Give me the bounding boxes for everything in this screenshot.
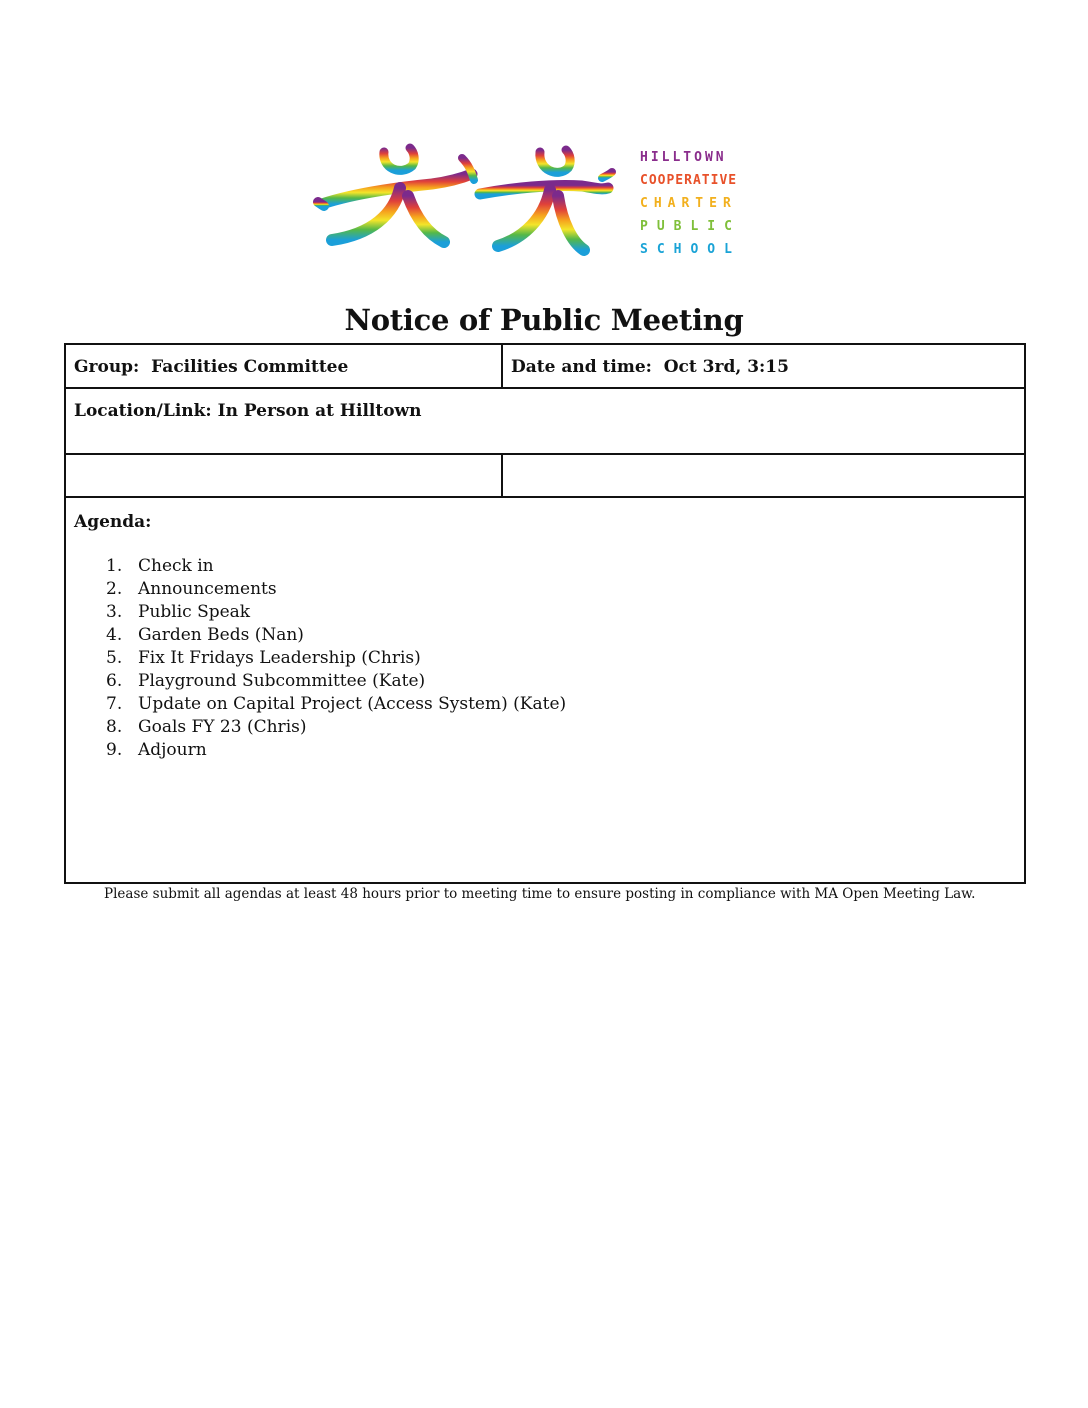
item-number: 7. [106, 694, 123, 714]
item-number: 8. [106, 717, 123, 737]
item-text: Public Speak [138, 602, 251, 622]
logo-line-2: COOPERATIVE [640, 173, 738, 188]
school-logo [312, 138, 782, 268]
page-title: Notice of Public Meeting [344, 303, 744, 337]
table-row-agenda [66, 498, 1024, 882]
item-number: 3. [106, 602, 123, 622]
submission-footnote: Please submit all agendas at least 48 hours prior to meeting time to ensure posting in compliance with MA Open Meeting Law. [104, 886, 976, 902]
table-row-location [66, 389, 1024, 455]
item-number: 4. [106, 625, 123, 645]
table-row-group-datetime [66, 345, 1024, 389]
item-number: 9. [106, 740, 123, 760]
logo-line-3: CHARTER [640, 196, 737, 211]
datetime-label: Date and time: Oct 3rd, 3:15 [511, 357, 789, 377]
notice-table [64, 343, 1026, 884]
group-label: Group: Facilities Committee [74, 357, 349, 377]
empty-cell-right [503, 455, 1024, 496]
item-text: Adjourn [138, 740, 207, 760]
item-text: Update on Capital Project (Access System) (Kate) [138, 694, 567, 714]
logo-line-5: SCHOOL [640, 242, 741, 257]
agenda-cell [66, 498, 1024, 882]
item-text: Playground Subcommittee (Kate) [138, 671, 426, 691]
item-number: 1. [106, 556, 123, 576]
logo-line-4: PUBLIC [640, 219, 741, 234]
location-cell [66, 389, 1024, 453]
item-text: Fix It Fridays Leadership (Chris) [138, 648, 421, 668]
item-text: Goals FY 23 (Chris) [138, 717, 307, 737]
table-row-empty [66, 455, 1024, 498]
agenda-label: Agenda: [74, 512, 152, 532]
logo-wordmark [640, 146, 780, 261]
item-number: 5. [106, 648, 123, 668]
item-text: Garden Beds (Nan) [138, 625, 304, 645]
empty-cell-left [66, 455, 503, 496]
logo-line-1: HILLTOWN [640, 150, 727, 165]
item-text: Check in [138, 556, 214, 576]
datetime-cell [503, 345, 1024, 387]
item-number: 2. [106, 579, 123, 599]
location-label: Location/Link: In Person at Hilltown [74, 401, 422, 421]
item-number: 6. [106, 671, 123, 691]
group-cell [66, 345, 503, 387]
item-text: Announcements [138, 579, 277, 599]
